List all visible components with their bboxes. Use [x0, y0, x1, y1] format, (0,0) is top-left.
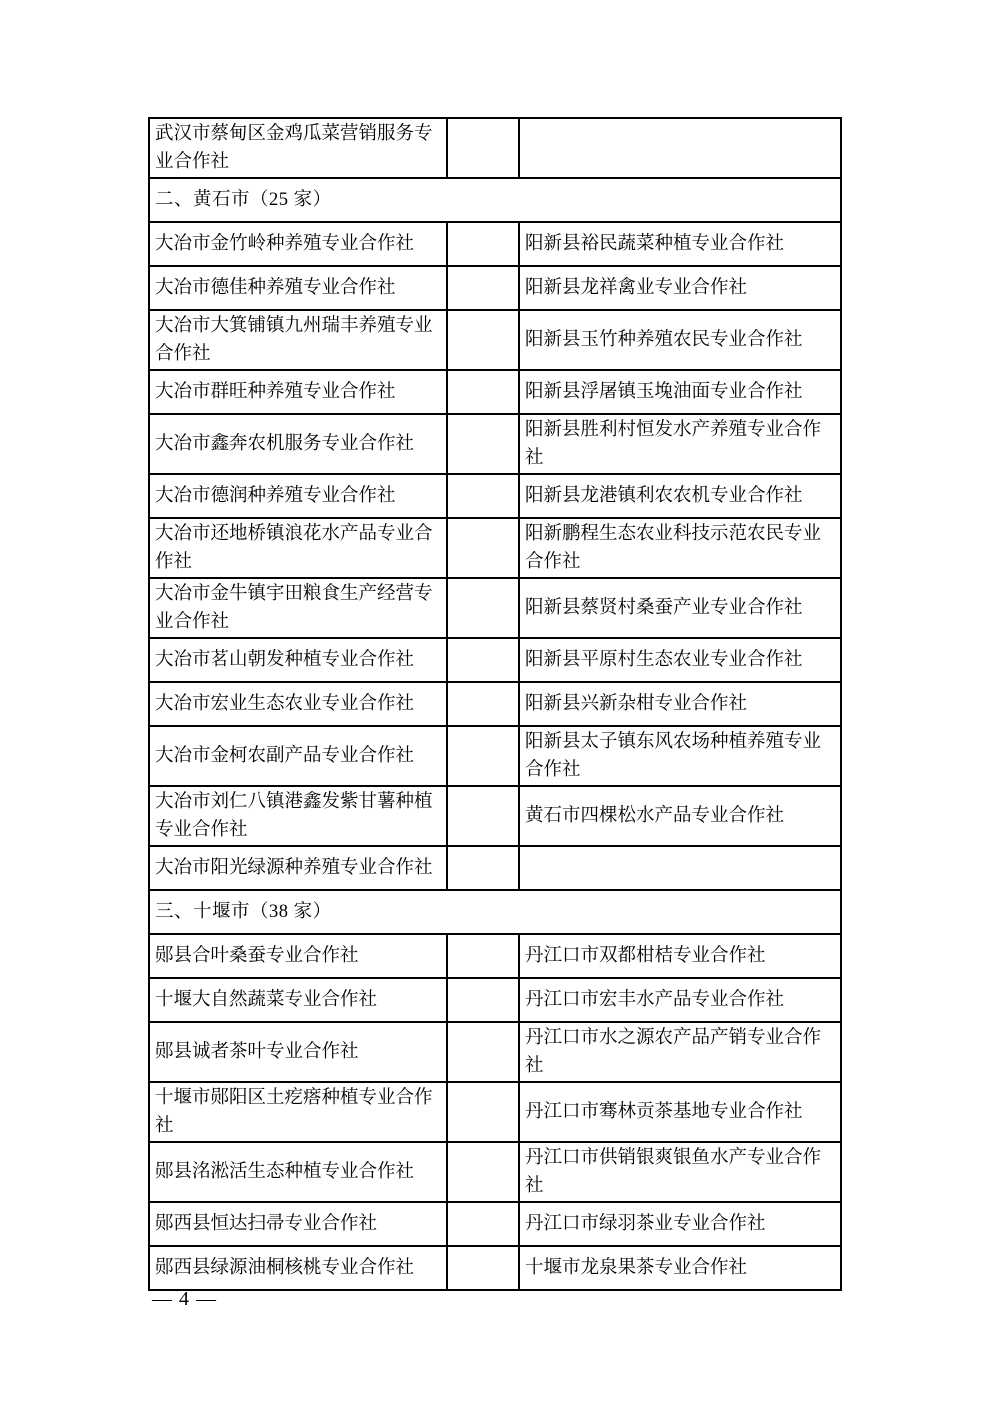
coop-name-cell-right: 丹江口市绿羽茶业专业合作社 — [519, 1202, 841, 1246]
section-header-row — [149, 890, 841, 934]
spacer-cell — [447, 118, 519, 178]
spacer-cell — [447, 222, 519, 266]
spacer-cell — [447, 474, 519, 518]
table-row — [149, 726, 841, 786]
coop-name-cell-left: 大冶市金牛镇宇田粮食生产经营专业合作社 — [149, 578, 447, 638]
coop-name-cell-left: 大冶市大箕铺镇九州瑞丰养殖专业合作社 — [149, 310, 447, 370]
spacer-cell — [447, 370, 519, 414]
table-row — [149, 1082, 841, 1142]
table-row — [149, 638, 841, 682]
coop-name-cell-left: 郧西县绿源油桐核桃专业合作社 — [149, 1246, 447, 1290]
spacer-cell — [447, 1202, 519, 1246]
table-row — [149, 1142, 841, 1202]
coop-name-cell-left: 大冶市茗山朝发种植专业合作社 — [149, 638, 447, 682]
table-row — [149, 934, 841, 978]
spacer-cell — [447, 266, 519, 310]
section-header-cell: 三、十堰市（38 家） — [149, 890, 841, 934]
coop-name-cell-left: 十堰市郧阳区土疙瘩种植专业合作社 — [149, 1082, 447, 1142]
cooperative-list-table — [148, 117, 842, 1291]
table-row — [149, 414, 841, 474]
coop-name-cell-left: 大冶市德润种养殖专业合作社 — [149, 474, 447, 518]
table-row — [149, 222, 841, 266]
coop-name-cell-left: 大冶市刘仁八镇港鑫发紫甘薯种植专业合作社 — [149, 786, 447, 846]
cooperative-table-body — [149, 118, 841, 1290]
section-header-cell: 二、黄石市（25 家） — [149, 178, 841, 222]
section-header-row — [149, 178, 841, 222]
table-row — [149, 1202, 841, 1246]
coop-name-cell-right: 阳新县太子镇东风农场种植养殖专业合作社 — [519, 726, 841, 786]
coop-name-cell-right: 阳新县蔡贤村桑蚕产业专业合作社 — [519, 578, 841, 638]
coop-name-cell-right: 阳新鹏程生态农业科技示范农民专业合作社 — [519, 518, 841, 578]
spacer-cell — [447, 726, 519, 786]
coop-name-cell-right — [519, 118, 841, 178]
spacer-cell — [447, 518, 519, 578]
coop-name-cell-right: 阳新县裕民蔬菜种植专业合作社 — [519, 222, 841, 266]
coop-name-cell-right: 阳新县平原村生态农业专业合作社 — [519, 638, 841, 682]
coop-name-cell-left: 郧县洺淞活生态种植专业合作社 — [149, 1142, 447, 1202]
coop-name-cell-left: 大冶市金竹岭种养殖专业合作社 — [149, 222, 447, 266]
coop-name-cell-right: 丹江口市宏丰水产品专业合作社 — [519, 978, 841, 1022]
spacer-cell — [447, 1022, 519, 1082]
coop-name-cell-left: 郧县合叶桑蚕专业合作社 — [149, 934, 447, 978]
spacer-cell — [447, 414, 519, 474]
table-row — [149, 1246, 841, 1290]
table-row — [149, 518, 841, 578]
coop-name-cell-left: 大冶市鑫奔农机服务专业合作社 — [149, 414, 447, 474]
spacer-cell — [447, 310, 519, 370]
spacer-cell — [447, 786, 519, 846]
coop-name-cell-right: 十堰市龙泉果茶专业合作社 — [519, 1246, 841, 1290]
coop-name-cell-right: 丹江口市双都柑桔专业合作社 — [519, 934, 841, 978]
table-row — [149, 118, 841, 178]
table-row — [149, 682, 841, 726]
coop-name-cell-left: 大冶市德佳种养殖专业合作社 — [149, 266, 447, 310]
table-row — [149, 370, 841, 414]
table-row — [149, 786, 841, 846]
spacer-cell — [447, 846, 519, 890]
coop-name-cell-right: 丹江口市水之源农产品产销专业合作社 — [519, 1022, 841, 1082]
spacer-cell — [447, 978, 519, 1022]
spacer-cell — [447, 578, 519, 638]
coop-name-cell-left: 十堰大自然蔬菜专业合作社 — [149, 978, 447, 1022]
table-row — [149, 578, 841, 638]
coop-name-cell-left: 郧西县恒达扫帚专业合作社 — [149, 1202, 447, 1246]
coop-name-cell-left: 大冶市还地桥镇浪花水产品专业合作社 — [149, 518, 447, 578]
table-row — [149, 978, 841, 1022]
coop-name-cell-left: 郧县诚者茶叶专业合作社 — [149, 1022, 447, 1082]
spacer-cell — [447, 638, 519, 682]
table-row — [149, 266, 841, 310]
coop-name-cell-right: 阳新县浮屠镇玉堍油面专业合作社 — [519, 370, 841, 414]
spacer-cell — [447, 1082, 519, 1142]
coop-name-cell-right: 阳新县龙祥禽业专业合作社 — [519, 266, 841, 310]
coop-name-cell-right: 黄石市四棵松水产品专业合作社 — [519, 786, 841, 846]
table-row — [149, 846, 841, 890]
coop-name-cell-right: 阳新县兴新杂柑专业合作社 — [519, 682, 841, 726]
coop-name-cell-right: 丹江口市骞林贡茶基地专业合作社 — [519, 1082, 841, 1142]
coop-name-cell-right — [519, 846, 841, 890]
spacer-cell — [447, 682, 519, 726]
coop-name-cell-left: 大冶市群旺种养殖专业合作社 — [149, 370, 447, 414]
coop-name-cell-right: 阳新县胜利村恒发水产养殖专业合作社 — [519, 414, 841, 474]
spacer-cell — [447, 934, 519, 978]
table-row — [149, 474, 841, 518]
spacer-cell — [447, 1142, 519, 1202]
page-number: — 4 — — [152, 1288, 217, 1310]
spacer-cell — [447, 1246, 519, 1290]
coop-name-cell-right: 阳新县玉竹种养殖农民专业合作社 — [519, 310, 841, 370]
table-row — [149, 1022, 841, 1082]
coop-name-cell-left: 大冶市阳光绿源种养殖专业合作社 — [149, 846, 447, 890]
coop-name-cell-right: 丹江口市供销银爽银鱼水产专业合作社 — [519, 1142, 841, 1202]
coop-name-cell-left: 大冶市金柯农副产品专业合作社 — [149, 726, 447, 786]
coop-name-cell-left: 武汉市蔡甸区金鸡瓜菜营销服务专业合作社 — [149, 118, 447, 178]
coop-name-cell-right: 阳新县龙港镇利农农机专业合作社 — [519, 474, 841, 518]
table-row — [149, 310, 841, 370]
coop-name-cell-left: 大冶市宏业生态农业专业合作社 — [149, 682, 447, 726]
